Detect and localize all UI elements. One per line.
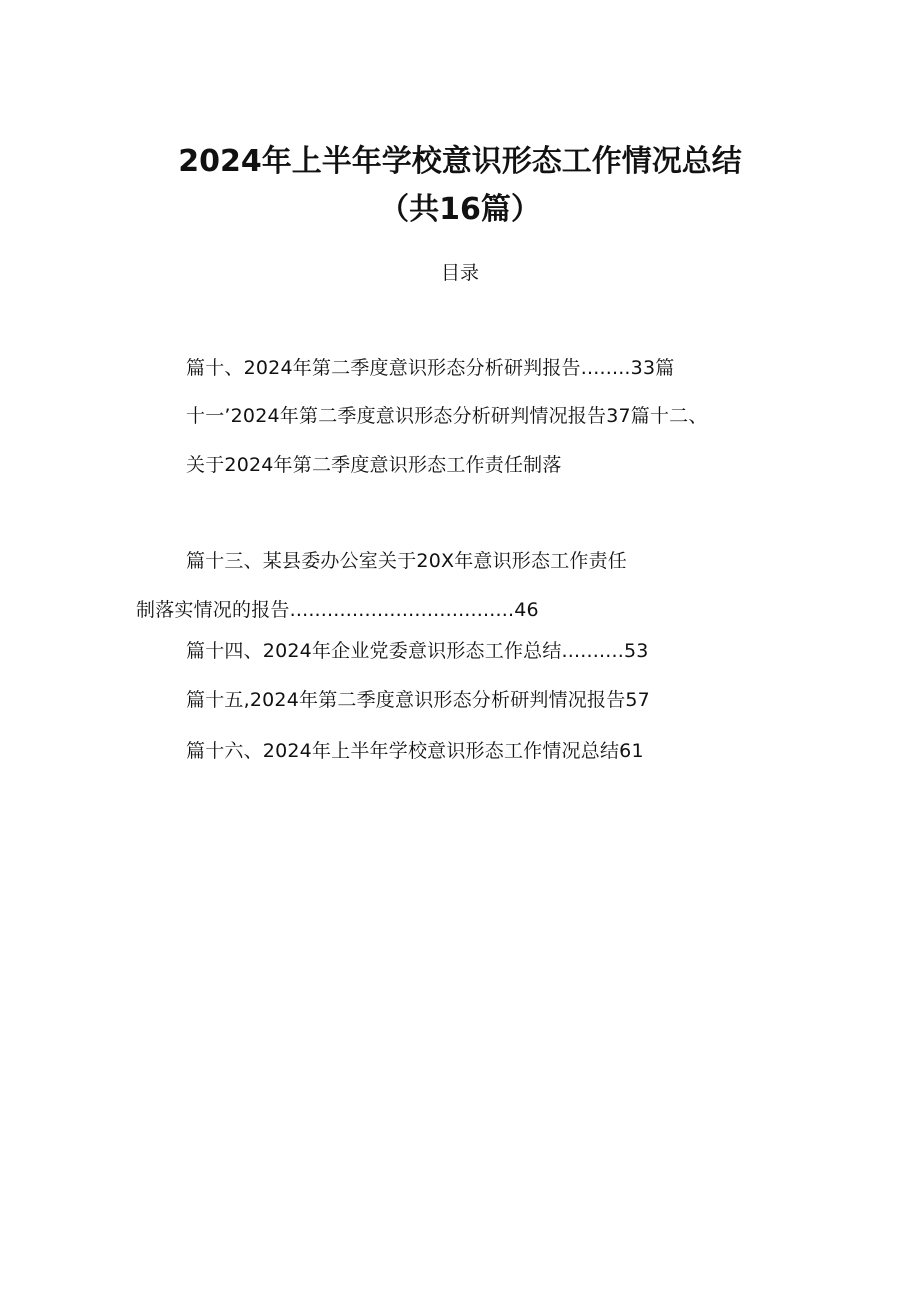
toc-line: 篇十四、2024年企业党委意识形态工作总结..........53	[186, 640, 649, 662]
document-title: 2024年上半年学校意识形态工作情况总结	[178, 144, 742, 179]
toc-line: 篇十、2024年第二季度意识形态分析研判报告........33篇	[186, 357, 675, 379]
toc-line: 关于2024年第二季度意识形态工作责任制落	[186, 454, 562, 476]
toc-line: 篇十六、2024年上半年学校意识形态工作情况总结61	[186, 740, 644, 762]
toc-line: 篇十五,2024年第二季度意识形态分析研判情况报告57	[186, 689, 650, 711]
toc-line: 篇十三、某县委办公室关于20X年意识形态工作责任	[186, 550, 627, 572]
toc-line: 制落实情况的报告....................................46	[136, 599, 539, 621]
toc-line: 十一’2024年第二季度意识形态分析研判情况报告37篇十二、	[186, 405, 708, 427]
document-subtitle: （共16篇）	[379, 192, 541, 227]
toc-heading: 目录	[440, 262, 479, 284]
